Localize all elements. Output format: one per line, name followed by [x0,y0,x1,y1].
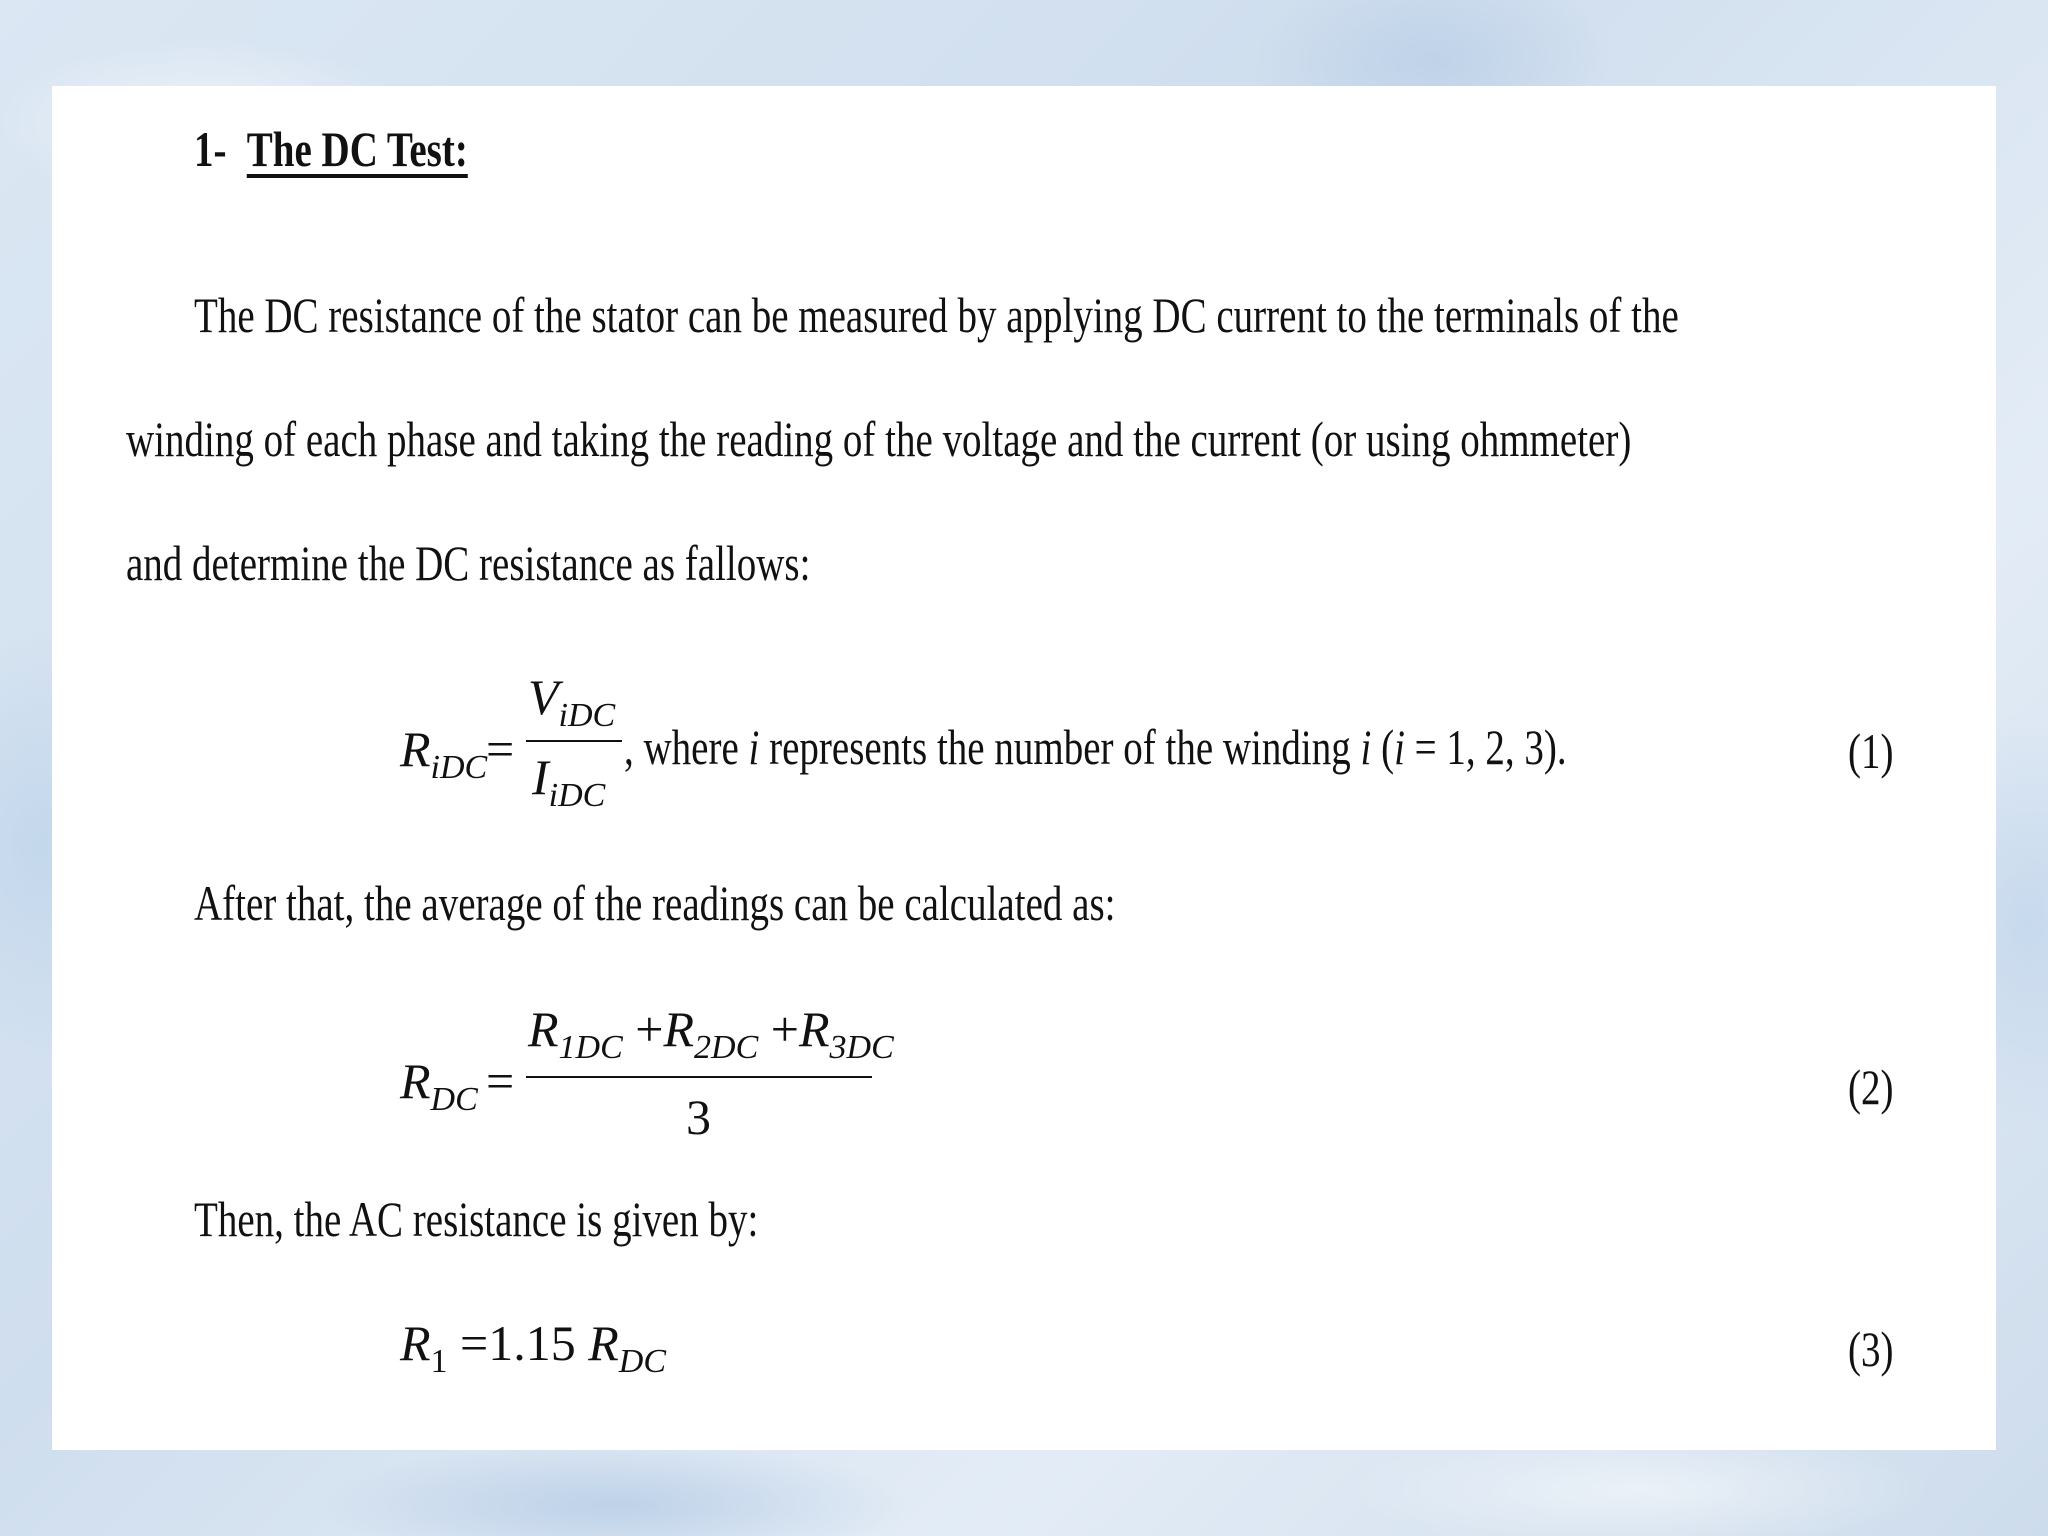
paragraph-line-2: winding of each phase and taking the reading of the voltage and the current (or using ohmmeter) [126,411,1632,467]
section-number: 1- [194,121,227,177]
eq1-equals: = [486,721,515,777]
eq1-num-sub: iDC [558,697,616,734]
eq2-term-2-sub: 2DC [694,1029,759,1066]
eq3-expression [400,1315,667,1380]
eq1-lhs-symbol: R [400,721,431,777]
ac-resistance-intro-text: Then, the AC resistance is given by: [194,1191,759,1247]
section-title: The DC Test: [246,121,468,177]
eq1-desc-var: i [748,719,760,775]
eq2-lhs-symbol: R [400,1053,431,1109]
eq2-denominator: 3 [686,1089,711,1145]
eq1-desc-part: = 1, 2, 3). [1404,719,1567,775]
eq2-numerator [528,1001,894,1066]
eq3-rhs-symbol: R [588,1315,619,1371]
average-intro-text: After that, the average of the readings can be calculated as: [194,875,1116,931]
eq1-lhs-sub: iDC [430,749,488,786]
section-heading [194,121,468,177]
paragraph-line-1: The DC resistance of the stator can be measured by applying DC current to the terminals of the [194,287,1679,343]
eq2-plus-1: + [635,1001,664,1057]
document-page [52,86,1996,1450]
eq1-lhs [400,721,488,786]
eq3-number: (3) [1848,1321,1894,1377]
eq2-term-3-sub: 3DC [829,1029,894,1066]
eq1-num-symbol: V [528,669,559,725]
eq2-plus-2: + [770,1001,799,1057]
eq2-lhs-sub: DC [430,1081,478,1118]
eq1-number: (1) [1848,723,1894,779]
eq1-fraction-bar [526,740,622,742]
eq1-numerator [528,669,616,734]
eq2-term-1-sub: 1DC [558,1029,623,1066]
paragraph-line-3: and determine the DC resistance as fallows: [126,535,811,591]
eq1-desc-part: , where [624,719,749,775]
eq1-desc-part: ( [1371,719,1395,775]
eq3-lhs-sub: 1 [430,1343,448,1380]
eq3-coefficient: 1.15 [488,1315,576,1371]
eq2-fraction-bar [526,1076,872,1078]
eq1-den-symbol: I [532,749,549,805]
eq2-number: (2) [1848,1059,1894,1115]
eq1-desc-var: i [1394,719,1405,775]
eq2-term-1: R [528,1001,559,1057]
eq3-equals: = [460,1315,489,1371]
eq1-den-sub: iDC [548,777,606,814]
eq2-term-2: R [663,1001,695,1057]
eq2-lhs [400,1053,478,1118]
eq1-desc-part: represents the number of the winding [759,719,1361,775]
eq2-term-3: R [798,1001,830,1057]
eq1-denominator [532,749,606,814]
eq1-desc-var: i [1360,719,1372,775]
eq3-rhs-sub: DC [618,1343,667,1380]
eq1-description [624,719,1567,775]
eq3-lhs-symbol: R [400,1315,431,1371]
eq2-equals: = [486,1053,515,1109]
